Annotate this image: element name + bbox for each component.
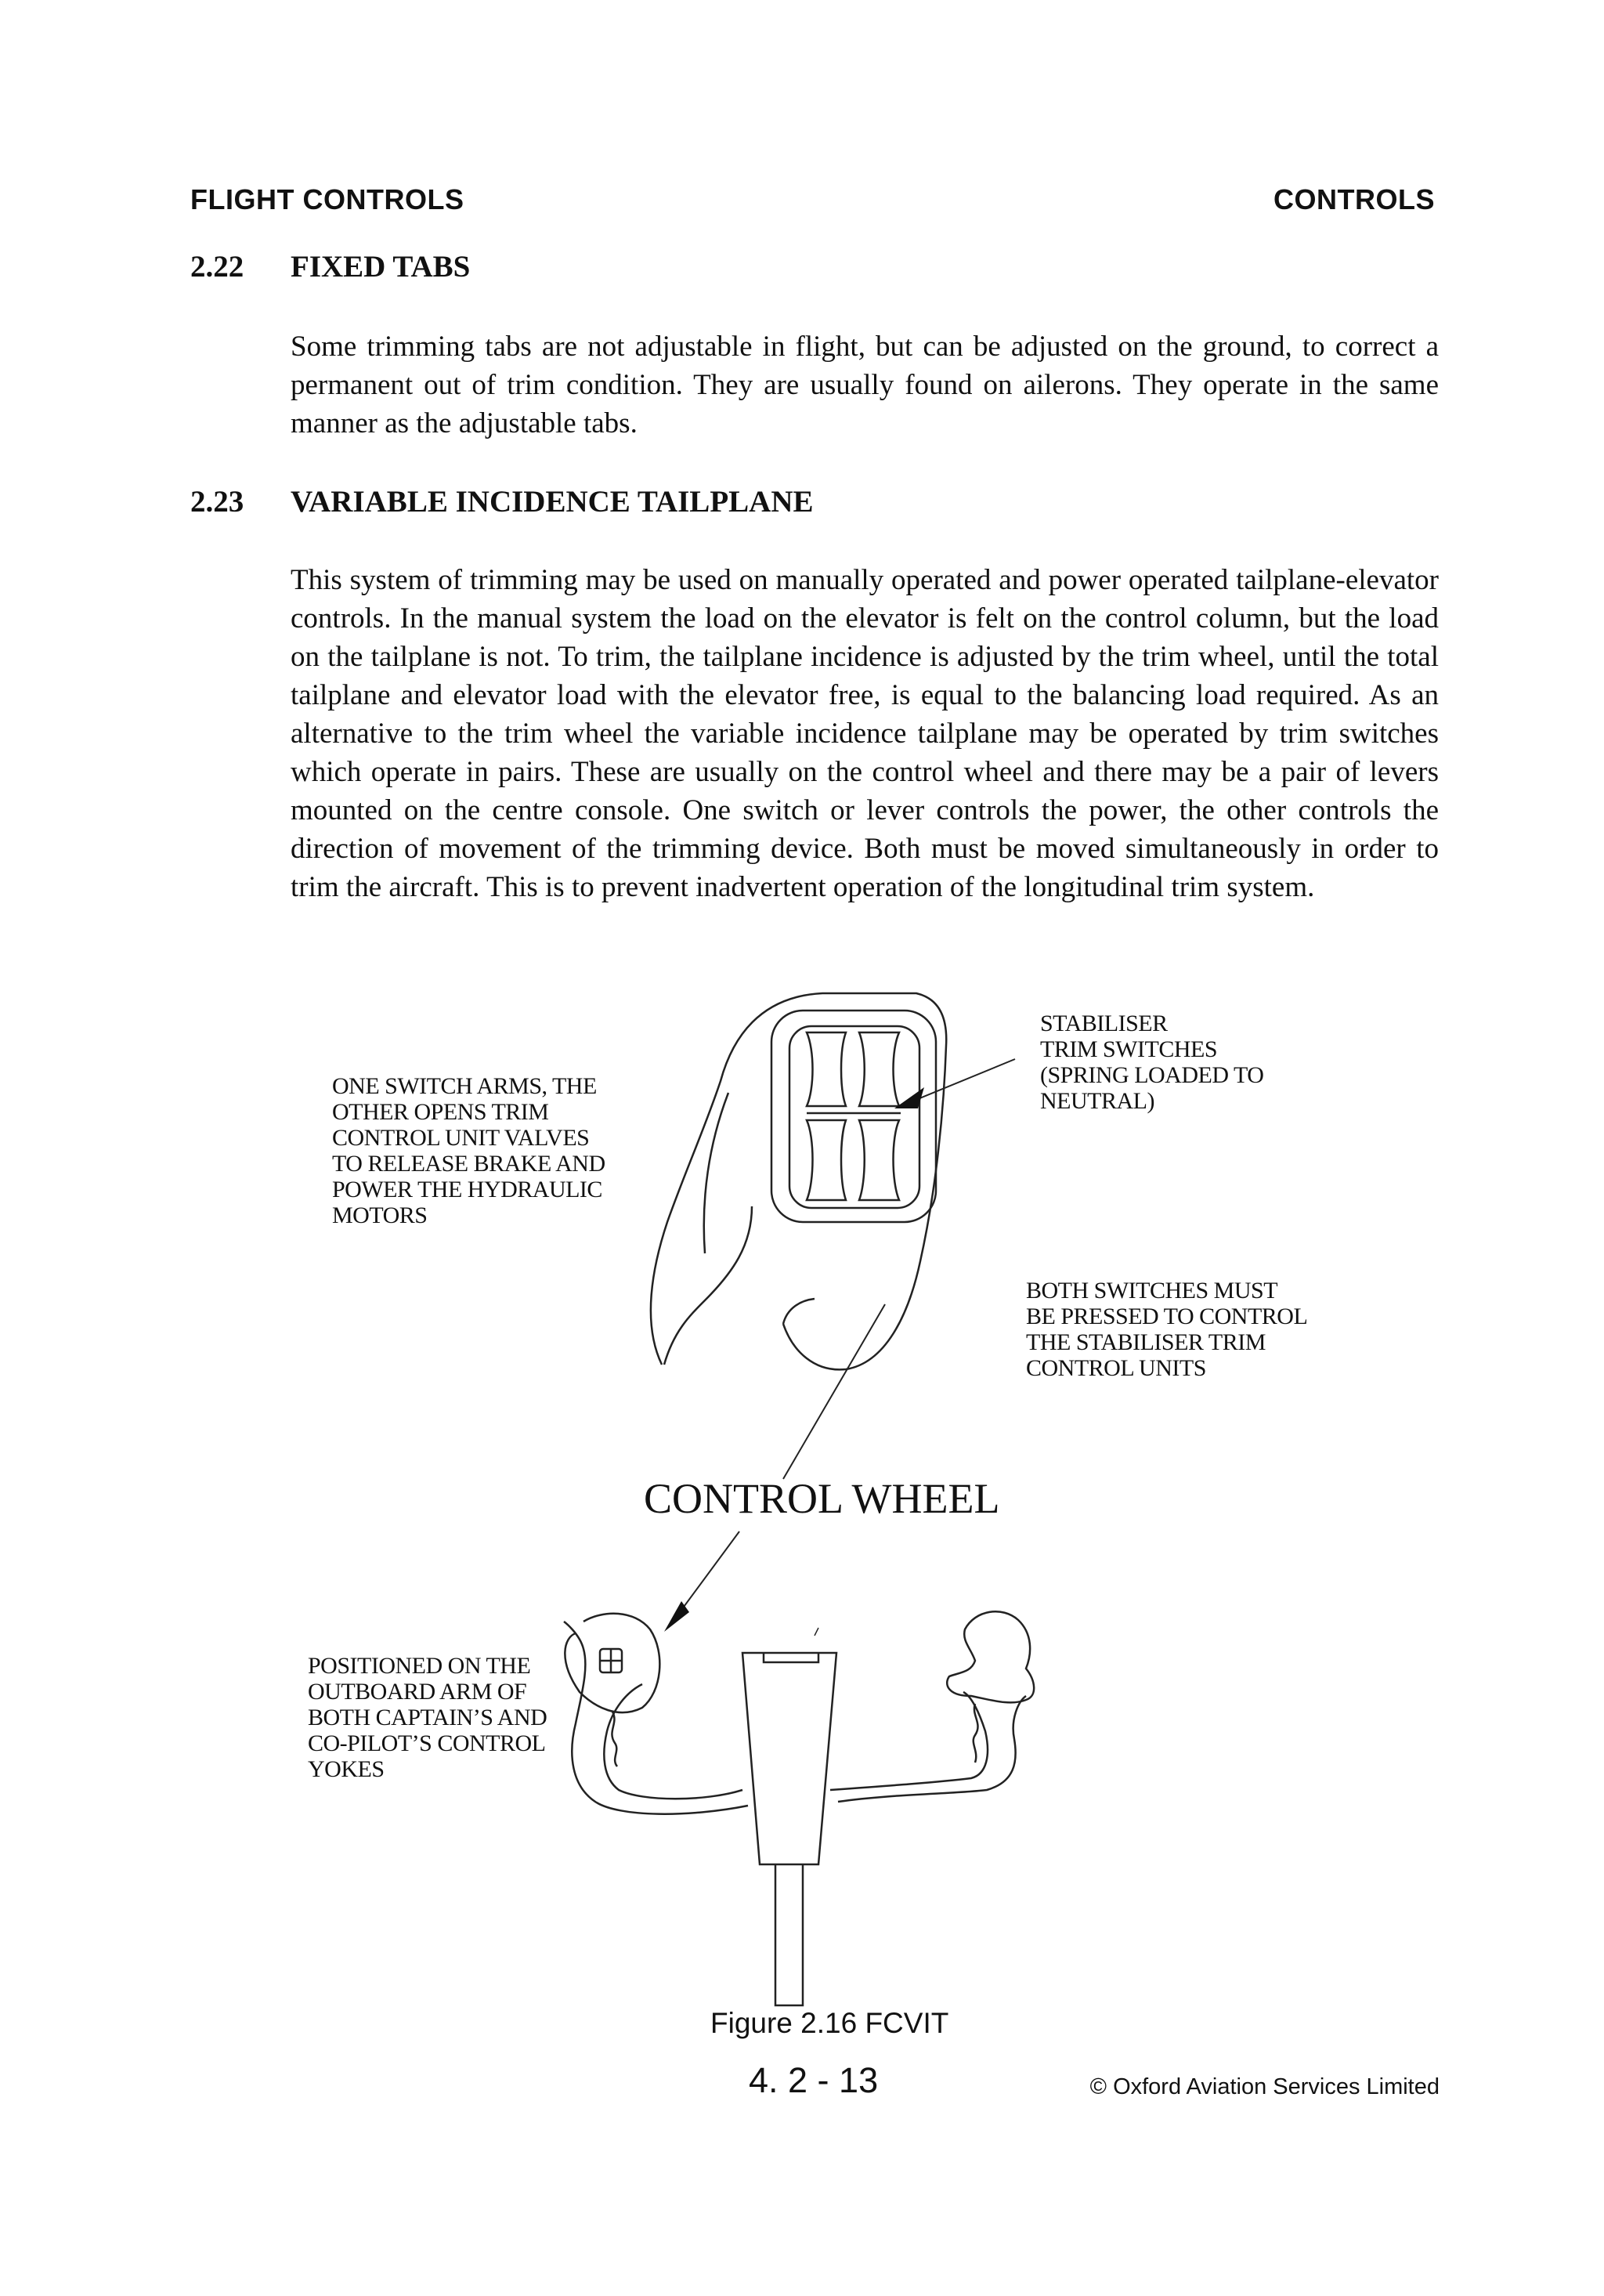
both-switches-label: BOTH SWITCHES MUST BE PRESSED TO CONTROL THE STABILISER TRIM CONTROL UNITS: [1026, 1278, 1308, 1381]
section-title: VARIABLE INCIDENCE TAILPLANE: [291, 485, 814, 519]
positioned-on-outboard-arm-label: POSITIONED ON THE OUTBOARD ARM OF BOTH CAPTAIN’S AND CO-PILOT’S CONTROL YOKES: [308, 1653, 547, 1782]
page-number: 4. 2 - 13: [749, 2060, 879, 2100]
control-yoke-drawing: [564, 1531, 1034, 2005]
copyright-notice: © Oxford Aviation Services Limited: [1089, 2074, 1440, 2099]
section-paragraph: This system of trimming may be used on manually operated and power operated tailplane-elevator controls. In the manual system the load on the elevator is felt on the control column, but the load on the tailplane is not. To trim, the tailplane incidence is adjusted by the trim wheel, until the total tailplane and elevator load with the elevator free, is equal to the balancing load required. As an alternative to the trim wheel the variable incidence tailplane may be operated by trim switches which operate in pairs. These are usually on the control wheel and there may be a pair of levers mounted on the centre console. One switch or lever controls the power, the other controls the direction of movement of the trimming device. Both must be moved simultaneously in order to trim the aircraft. This is to prevent inadvertent operation of the longitudinal trim system.: [291, 564, 1439, 903]
stabiliser-trim-switches-label: STABILISER TRIM SWITCHES (SPRING LOADED TO NEUTRAL): [1040, 1011, 1264, 1114]
one-switch-label: ONE SWITCH ARMS, THE OTHER OPENS TRIM CONTROL UNIT VALVES TO RELEASE BRAKE AND POWER THE HYDRAULIC MOTORS: [332, 1073, 605, 1228]
section-paragraph: Some trimming tabs are not adjustable in flight, but can be adjusted on the ground, to correct a permanent out of trim condition. They are usually found on ailerons. They operate in the same manner as the adjustable tabs.: [291, 331, 1439, 439]
trim-switch-grip-drawing: [651, 993, 1015, 1479]
section-number: 2.22: [190, 250, 244, 284]
section-title: FIXED TABS: [291, 250, 471, 284]
running-header-right: CONTROLS: [1273, 183, 1435, 215]
control-wheel-title: CONTROL WHEEL: [644, 1475, 1000, 1522]
section-number: 2.23: [190, 485, 244, 519]
running-header-left: FLIGHT CONTROLS: [190, 183, 464, 215]
figure-caption: Figure 2.16 FCVIT: [710, 2007, 949, 2039]
